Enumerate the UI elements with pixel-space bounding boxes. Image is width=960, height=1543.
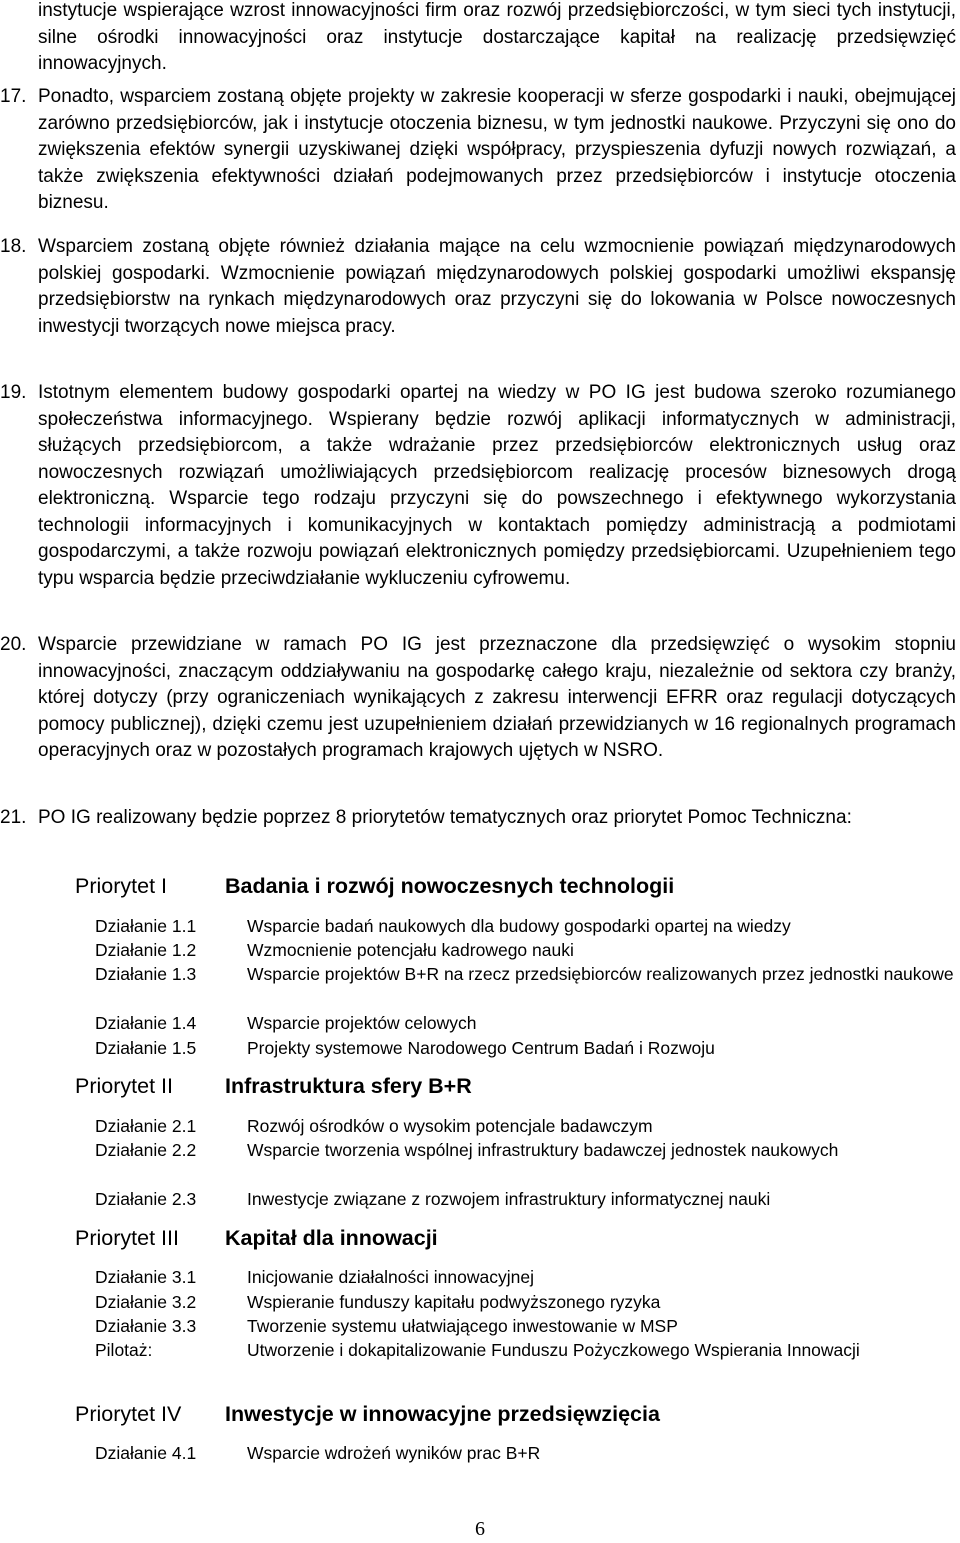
action-description: Wsparcie badań naukowych dla budowy gospodarki opartej na wiedzy — [247, 916, 791, 936]
action-row — [95, 962, 956, 987]
paragraph-text: instytucje wspierające wzrost innowacyjności firm oraz rozwój przedsiębiorczości, w tym sieci tych instytucji, silne ośrodki innowacyjności oraz instytucje dostarczające kapitał na realizację przedsięwzięć innowacyjnych. — [38, 0, 956, 74]
action-code: Działanie 1.1 — [95, 916, 197, 936]
action-row — [95, 938, 956, 963]
paragraph-19 — [0, 380, 956, 592]
paragraph-number: 17. — [0, 86, 27, 107]
action-description: Tworzenie systemu ułatwiającego inwestowanie w MSP — [247, 1316, 678, 1336]
action-code: Działanie 2.3 — [95, 1189, 197, 1209]
action-description: Wsparcie projektów B+R na rzecz przedsiębiorców realizowanych przez jednostki naukowe — [247, 964, 954, 984]
paragraph-number: 20. — [0, 634, 27, 655]
action-row — [95, 1187, 956, 1212]
paragraph-17 — [0, 84, 956, 217]
paragraph-number: 19. — [0, 382, 27, 403]
priority-title: Infrastruktura sfery B+R — [225, 1074, 472, 1098]
priority-label: Priorytet IV — [75, 1402, 182, 1426]
paragraph-text: Wsparciem zostaną objęte również działania mające na celu wzmocnienie powiązań międzynarodowych polskiej gospodarki. Wzmocnienie powiązań międzynarodowych polskiej gospodarki umożliwi ekspansję przedsiębiorstw na rynkach międzynarodowych oraz przyczyni się do lokowania w Polsce nowoczesnych inwestycji tworzących nowe miejsca pracy. — [38, 236, 956, 337]
priority-title: Badania i rozwój nowoczesnych technologii — [225, 874, 675, 898]
action-code: Działanie 1.4 — [95, 1013, 197, 1033]
action-description: Wsparcie projektów celowych — [247, 1013, 477, 1033]
action-description: Utworzenie i dokapitalizowanie Funduszu Pożyczkowego Wspierania Innowacji — [247, 1340, 860, 1360]
page-number: 6 — [475, 1518, 485, 1540]
action-row — [95, 914, 956, 939]
paragraph-text: Ponadto, wsparciem zostaną objęte projekty w zakresie kooperacji w sferze gospodarki i nauki, obejmującej zarówno przedsiębiorców, jak i instytucje otoczenia biznesu, w tym jednostki naukowe. Przyczyni się ono do zwiększenia efektów synergii uzyskiwanej dzięki współpracy, przyspieszenia dyfuzji nowych rozwiązań, a także zwiększenia efektywności działań podejmowanych przez przedsiębiorców i instytucje otoczenia biznesu. — [38, 86, 956, 213]
action-row — [95, 1290, 956, 1315]
paragraph-text: PO IG realizowany będzie poprzez 8 priorytetów tematycznych oraz priorytet Pomoc Techniczna: — [38, 807, 852, 828]
action-row — [95, 1265, 956, 1290]
action-row — [95, 1338, 956, 1363]
action-code: Działanie 3.3 — [95, 1316, 197, 1336]
paragraph-text: Wsparcie przewidziane w ramach PO IG jest przeznaczone dla przedsięwzięć o wysokim stopniu innowacyjności, znaczącym oddziaływaniu na gospodarkę całego kraju, niezależnie od sektora czy branży, której dotyczy (przy ograniczeniach wynikających z zakresu interwencji EFRR oraz regulacji dotyczących pomocy publicznej), dzięki czemu jest uzupełnieniem działań przewidzianych w 16 regionalnych programach operacyjnych oraz w pozostałych programach krajowych ujętych w NSRO. — [38, 634, 956, 761]
action-description: Wspieranie funduszy kapitału podwyższonego ryzyka — [247, 1292, 661, 1312]
action-code: Pilotaż: — [95, 1340, 153, 1360]
priority-label: Priorytet I — [75, 874, 167, 898]
action-description: Wsparcie wdrożeń wyników prac B+R — [247, 1443, 541, 1463]
action-description: Projekty systemowe Narodowego Centrum Badań i Rozwoju — [247, 1038, 715, 1058]
action-row — [95, 1114, 956, 1139]
priority-title: Inwestycje w innowacyjne przedsięwzięcia — [225, 1402, 660, 1426]
paragraph-text: Istotnym elementem budowy gospodarki opartej na wiedzy w PO IG jest budowa szeroko rozumianego społeczeństwa informacyjnego. Wspierany będzie rozwój aplikacji informatycznych w administracji, służących przedsiębiorcom, a także wdrażanie przez przedsiębiorców elektronicznych usług oraz nowoczesnych rozwiązań umożliwiających przedsiębiorcom realizację procesów biznesowych drogą elektroniczną. Wsparcie tego rodzaju przyczyni się do powszechnego i efektywnego wykorzystania technologii informacyjnych i komunikacyjnych w kontaktach pomiędzy administracją a podmiotami gospodarczymi, a także rozwoju powiązań elektronicznych pomiędzy przedsiębiorcami. Uzupełnieniem tego typu wsparcia będzie przeciwdziałanie wykluczeniu cyfrowemu. — [38, 382, 956, 589]
action-code: Działanie 3.1 — [95, 1267, 197, 1287]
action-code: Działanie 2.1 — [95, 1116, 197, 1136]
action-description: Rozwój ośrodków o wysokim potencjale badawczym — [247, 1116, 653, 1136]
action-row — [95, 1441, 956, 1466]
priority-label: Priorytet II — [75, 1074, 173, 1098]
action-row — [95, 1036, 956, 1061]
action-code: Działanie 1.5 — [95, 1038, 197, 1058]
action-row — [95, 1011, 956, 1036]
action-code: Działanie 1.2 — [95, 940, 197, 960]
action-description: Wzmocnienie potencjału kadrowego nauki — [247, 940, 574, 960]
paragraph-number: 21. — [0, 807, 27, 828]
action-description: Wsparcie tworzenia wspólnej infrastruktury badawczej jednostek naukowych — [247, 1140, 839, 1160]
action-code: Działanie 3.2 — [95, 1292, 197, 1312]
action-description: Inwestycje związane z rozwojem infrastruktury informatycznej nauki — [247, 1189, 771, 1209]
priority-label: Priorytet III — [75, 1226, 179, 1250]
action-row — [95, 1138, 956, 1163]
paragraph-18 — [0, 234, 956, 340]
action-code: Działanie 2.2 — [95, 1140, 197, 1160]
action-code: Działanie 1.3 — [95, 964, 197, 984]
paragraph-number: 18. — [0, 236, 27, 257]
paragraph-20 — [0, 632, 956, 765]
action-row — [95, 1314, 956, 1339]
action-code: Działanie 4.1 — [95, 1443, 197, 1463]
paragraph-intro — [38, 0, 956, 78]
action-description: Inicjowanie działalności innowacyjnej — [247, 1267, 534, 1287]
paragraph-21 — [0, 805, 956, 832]
priority-title: Kapitał dla innowacji — [225, 1226, 438, 1250]
